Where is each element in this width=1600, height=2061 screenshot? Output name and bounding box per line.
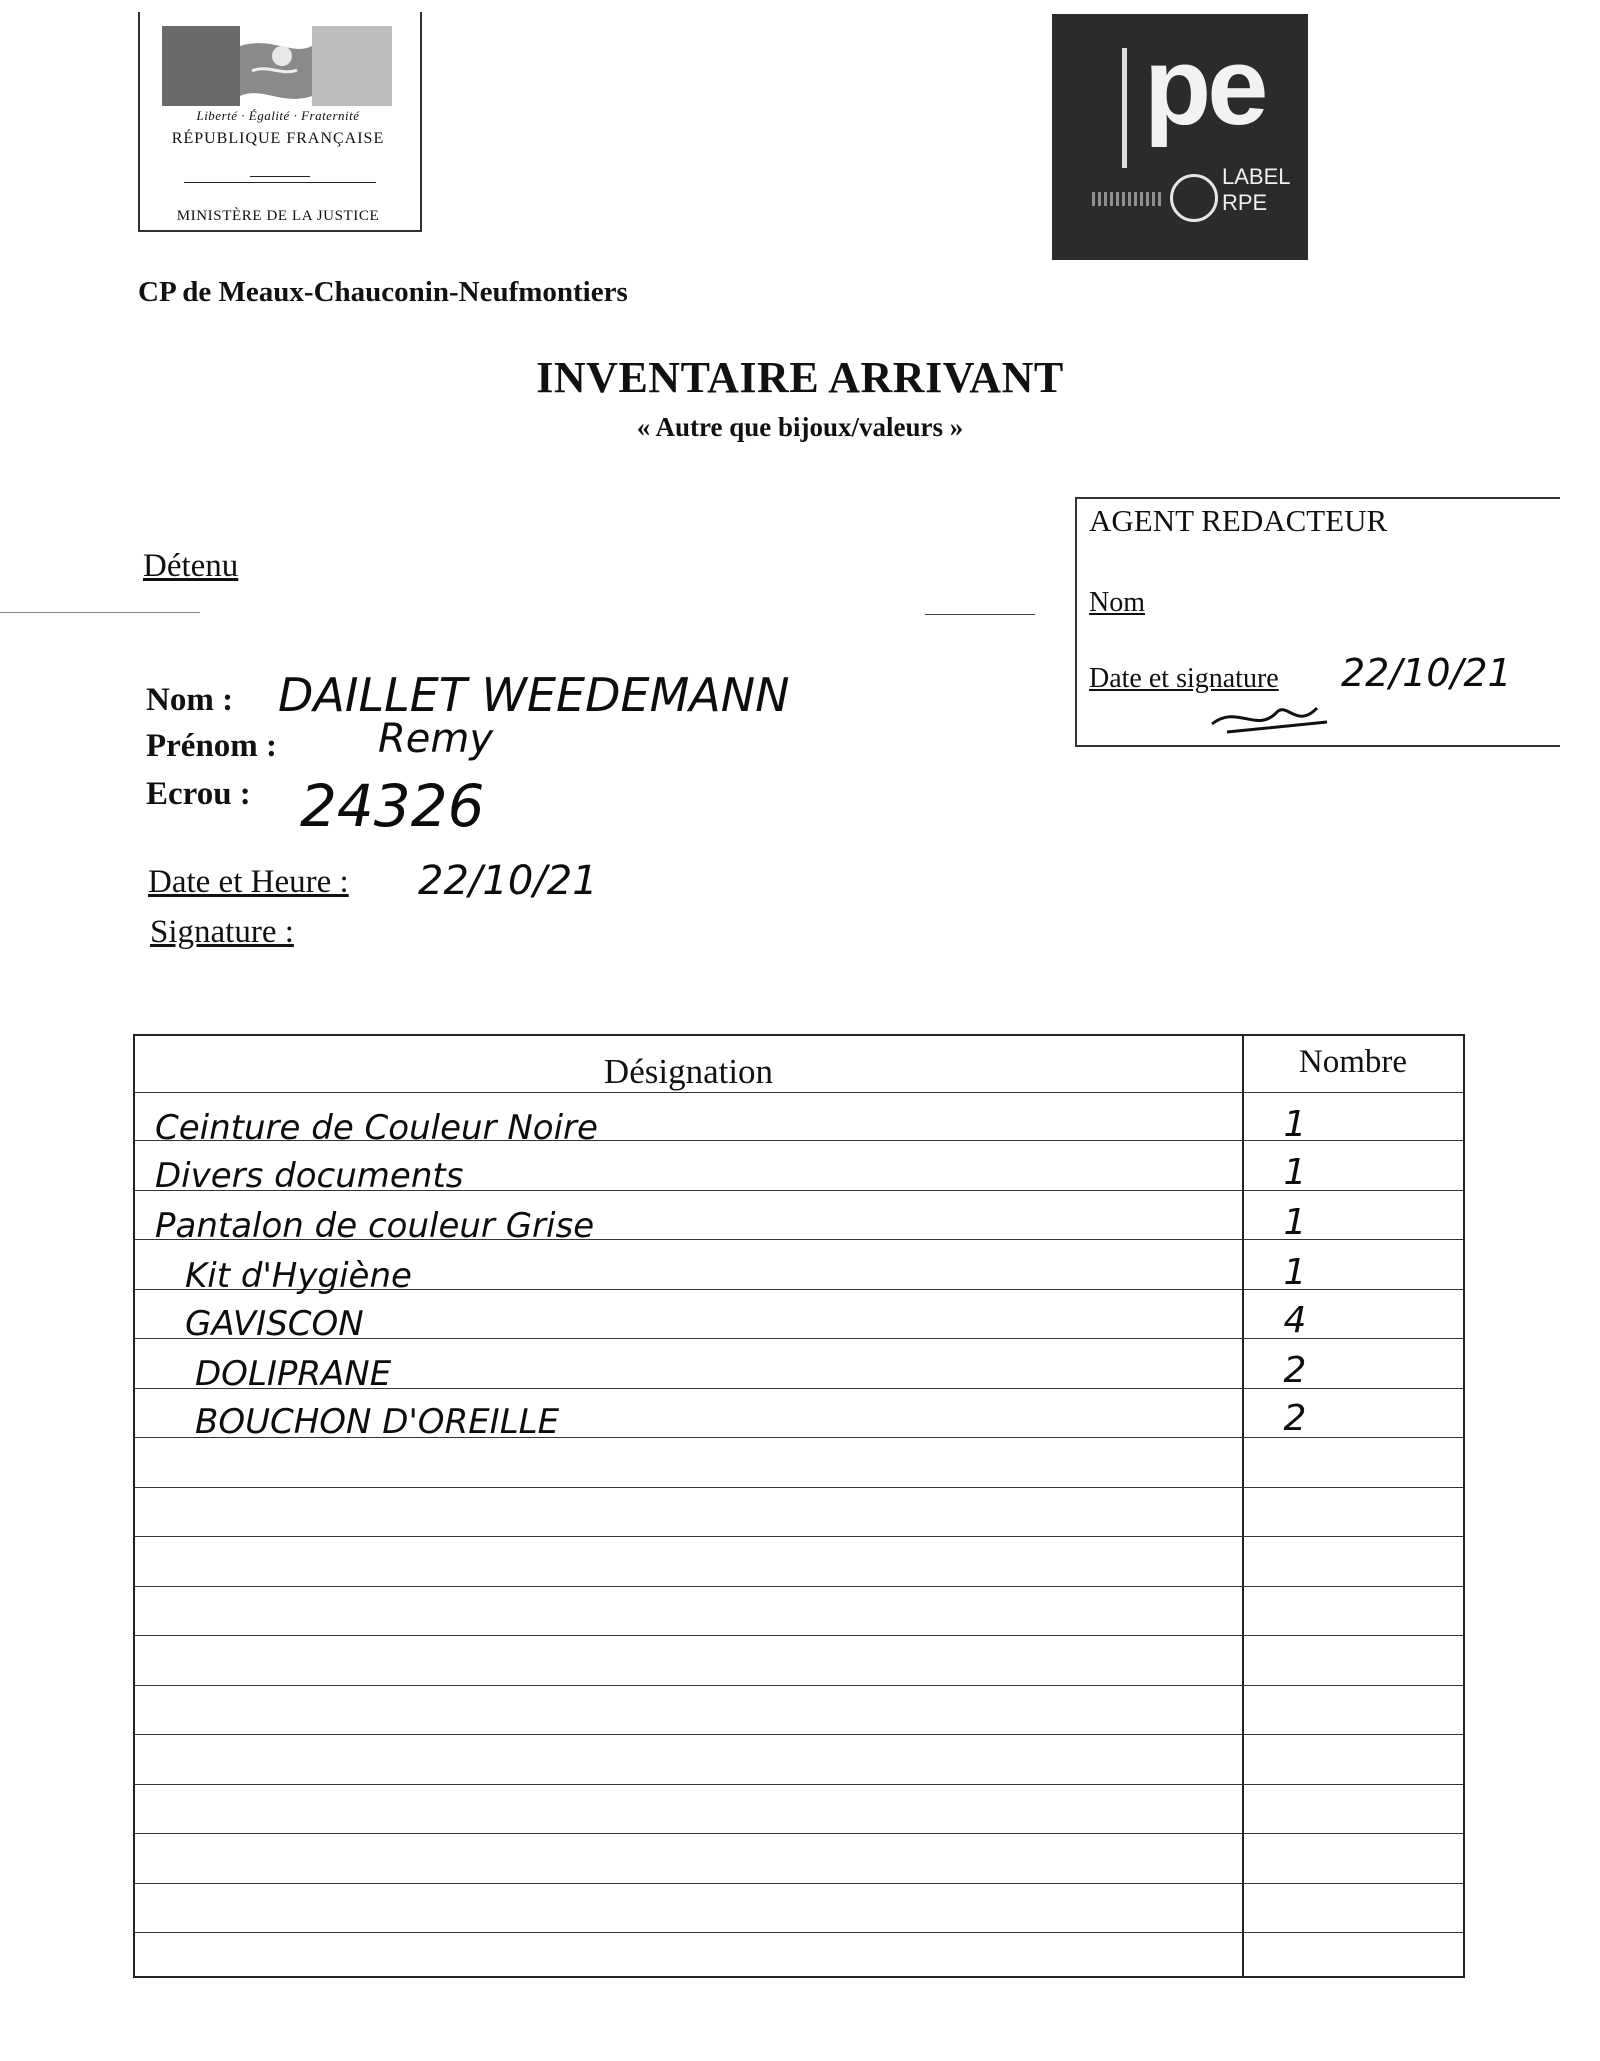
table-row-nombre: 1	[1283, 1202, 1307, 1243]
prenom-value: Remy	[378, 716, 494, 762]
logo-motto: Liberté · Égalité · Fraternité	[196, 108, 360, 123]
table-row-line	[135, 1932, 1463, 1933]
scan-artifact-line	[925, 614, 1035, 615]
table-row-nombre: 1	[1283, 1104, 1307, 1145]
label-line: RPE	[1222, 190, 1268, 215]
date-heure-label: Date et Heure :	[148, 864, 349, 900]
nom-value: DAILLET WEEDEMANN	[278, 668, 790, 722]
bureau-veritas-mark	[1092, 192, 1162, 206]
table-row-designation: DOLIPRANE	[195, 1354, 392, 1394]
column-divider	[1242, 1036, 1244, 1976]
agent-heading: AGENT REDACTEUR	[1089, 503, 1388, 538]
table-row-designation: Ceinture de Couleur Noire	[155, 1108, 598, 1148]
establishment-name: CP de Meaux-Chauconin-Neufmontiers	[138, 276, 628, 308]
agent-signature	[1207, 694, 1347, 739]
pe-mark: pe	[1144, 25, 1265, 148]
table-row-line	[135, 1734, 1463, 1735]
prenom-label: Prénom :	[146, 728, 278, 764]
label-rpe-logo	[1052, 14, 1308, 260]
logo-ministry: MINISTÈRE DE LA JUSTICE	[176, 208, 380, 224]
logo-divider	[184, 182, 376, 183]
table-row-line	[135, 1635, 1463, 1636]
table-row-line	[135, 1487, 1463, 1488]
table-row-designation: Kit d'Hygiène	[185, 1256, 412, 1296]
table-row-line	[135, 1833, 1463, 1834]
table-row-designation: Pantalon de couleur Grise	[155, 1206, 595, 1246]
inventory-table	[133, 1034, 1465, 1978]
table-row-nombre: 1	[1283, 1152, 1307, 1193]
ministry-logo	[138, 12, 422, 232]
table-row-designation: BOUCHON D'OREILLE	[195, 1402, 560, 1442]
logo-republic: RÉPUBLIQUE FRANÇAISE	[171, 130, 385, 147]
table-row-designation: Divers documents	[155, 1156, 464, 1196]
header-nombre: Nombre	[1298, 1044, 1408, 1080]
certification-badge-icon	[1170, 174, 1218, 222]
detenu-heading: Détenu	[143, 548, 239, 584]
table-row-nombre: 2	[1283, 1350, 1307, 1391]
pe-bar	[1122, 48, 1127, 168]
agent-date-label: Date et signature	[1089, 663, 1279, 694]
scan-artifact-line	[0, 612, 200, 613]
agent-redacteur-box	[1075, 497, 1560, 747]
table-row-designation: GAVISCON	[185, 1304, 364, 1344]
label-text	[1222, 164, 1291, 216]
table-row-line	[135, 1092, 1463, 1093]
table-row-line	[135, 1586, 1463, 1587]
table-row-nombre: 2	[1283, 1398, 1307, 1439]
signature-label: Signature :	[150, 914, 294, 950]
table-row-nombre: 4	[1283, 1300, 1307, 1341]
logo-divider	[250, 176, 310, 177]
agent-date-value: 22/10/21	[1341, 651, 1512, 695]
marianne-emblem	[162, 26, 392, 106]
label-line: LABEL	[1222, 164, 1291, 189]
table-row-line	[135, 1883, 1463, 1884]
header-designation: Désignation	[603, 1052, 774, 1091]
table-row-line	[135, 1536, 1463, 1537]
page-subtitle: « Autre que bijoux/valeurs »	[636, 412, 964, 442]
table-row-line	[135, 1784, 1463, 1785]
date-heure-value: 22/10/21	[418, 858, 598, 904]
table-row-line	[135, 1685, 1463, 1686]
nom-label: Nom :	[146, 682, 234, 718]
table-row-nombre: 1	[1283, 1252, 1307, 1293]
ecrou-value: 24326	[300, 772, 485, 840]
ecrou-label: Ecrou :	[146, 776, 251, 812]
page-title: INVENTAIRE ARRIVANT	[536, 353, 1064, 402]
agent-nom-label: Nom	[1089, 587, 1145, 618]
